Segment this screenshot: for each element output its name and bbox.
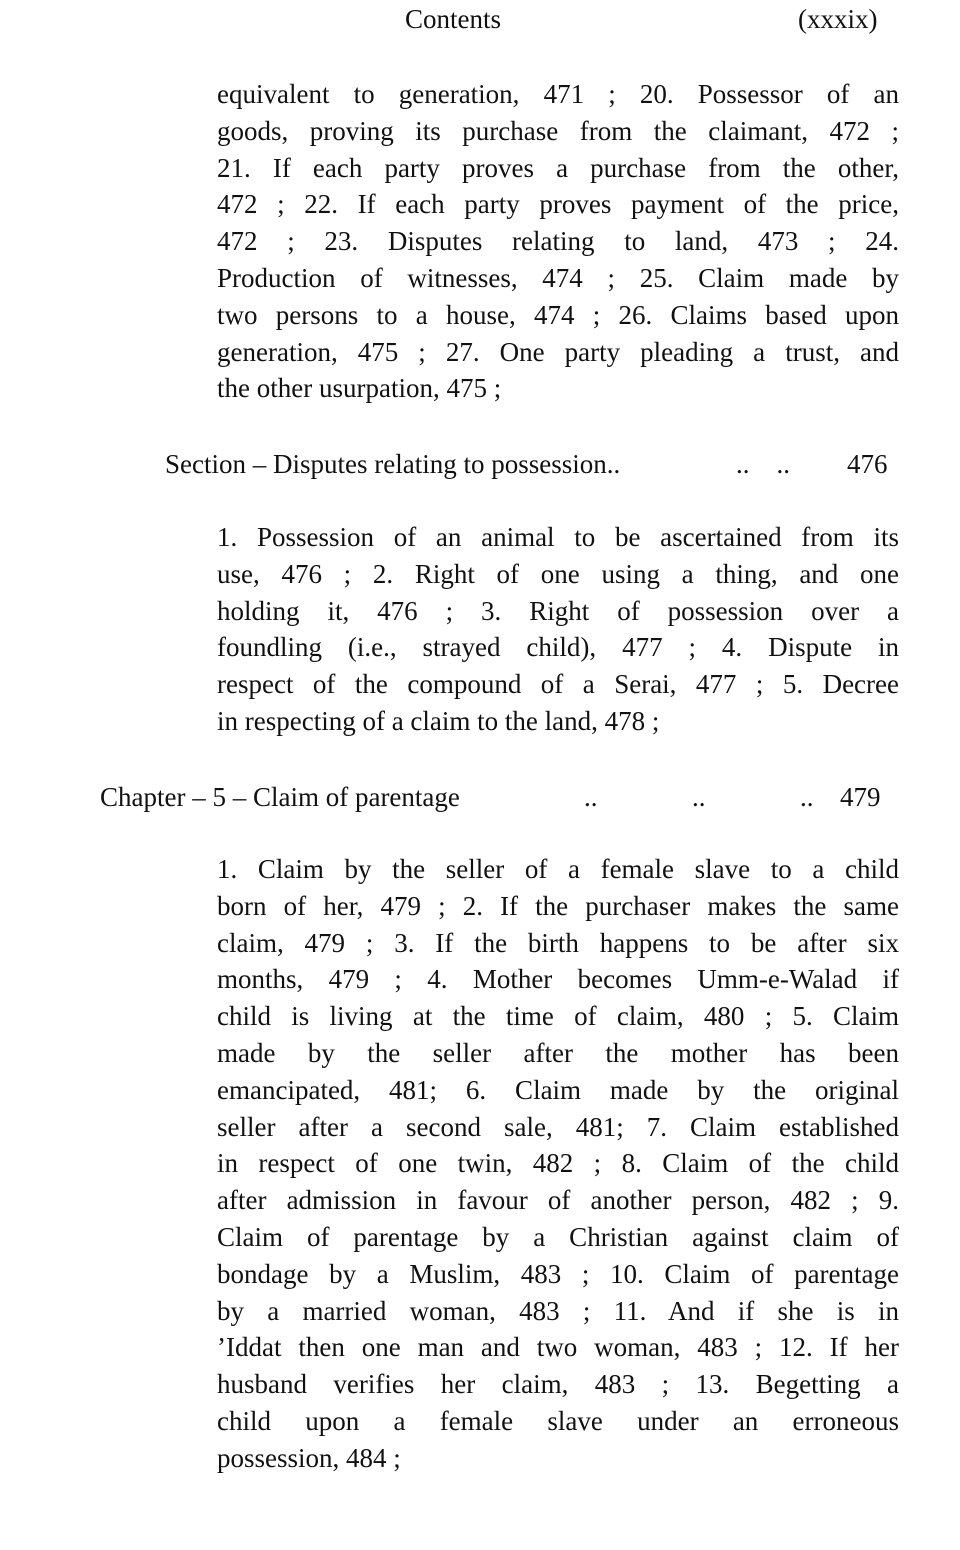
text-line: generation, 475 ; 27. One party pleading a trust, and	[217, 336, 899, 367]
text-line: 472 ; 23. Disputes relating to land, 473 ; 24.	[217, 226, 899, 257]
text-line: seller after a second sale, 481; 7. Claim established	[217, 1111, 899, 1142]
text-line: emancipated, 481; 6. Claim made by the original	[217, 1074, 899, 1105]
chapter-title: Chapter – 5 – Claim of parentage	[100, 782, 460, 812]
text-line: possession, 484 ;	[217, 1442, 401, 1473]
text-line: husband verifies her claim, 483 ; 13. Begetting a	[217, 1369, 899, 1400]
text-line: the other usurpation, 475 ;	[217, 373, 502, 404]
text-line: 1. Claim by the seller of a female slave to a child	[217, 854, 899, 884]
text-line: born of her, 479 ; 2. If the purchaser makes the same	[217, 890, 899, 921]
text-line: use, 476 ; 2. Right of one using a thing, and one	[217, 558, 899, 589]
text-line: equivalent to generation, 471 ; 20. Possessor of an	[217, 79, 899, 109]
text-line: ’Iddat then one man and two woman, 483 ; 12. If her	[217, 1332, 899, 1363]
page-title: Contents	[405, 4, 502, 34]
contents-paragraph-possession	[217, 519, 899, 740]
text-line: child is living at the time of claim, 480 ; 5. Claim	[217, 1001, 899, 1032]
page-number: (xxxix)	[798, 4, 878, 34]
contents-paragraph-continuation	[217, 76, 899, 407]
section-page-number: 476	[847, 449, 888, 479]
text-line: by a married woman, 483 ; 11. And if she is in	[217, 1295, 899, 1326]
text-line: 1. Possession of an animal to be ascertained from its	[217, 522, 899, 552]
text-line: 472 ; 22. If each party proves payment of the price,	[217, 189, 899, 220]
text-line: 21. If each party proves a purchase from the other,	[217, 152, 899, 183]
text-line: claim, 479 ; 3. If the birth happens to be after six	[217, 927, 899, 958]
section-title: Section – Disputes relating to possession..	[165, 449, 621, 479]
text-line: in respect of one twin, 482 ; 8. Claim of the child	[217, 1148, 899, 1179]
chapter-page-number: 479	[840, 782, 881, 812]
contents-paragraph-parentage	[217, 851, 899, 1477]
running-head	[0, 4, 960, 40]
dot-leaders: .. .. ..	[584, 782, 814, 812]
text-line: Claim of parentage by a Christian against claim of	[217, 1221, 899, 1252]
text-line: child upon a female slave under an erroneous	[217, 1405, 899, 1436]
text-line: goods, proving its purchase from the claimant, 472 ;	[217, 115, 899, 146]
text-line: two persons to a house, 474 ; 26. Claims based upon	[217, 299, 899, 330]
chapter-heading-parentage	[0, 779, 960, 815]
text-line: respect of the compound of a Serai, 477 ; 5. Decree	[217, 669, 899, 700]
text-line: after admission in favour of another person, 482 ; 9.	[217, 1185, 899, 1216]
text-line: months, 479 ; 4. Mother becomes Umm-e-Walad if	[217, 964, 899, 995]
text-line: made by the seller after the mother has been	[217, 1037, 899, 1068]
section-heading-possession	[0, 446, 960, 482]
text-line: foundling (i.e., strayed child), 477 ; 4. Dispute in	[217, 632, 899, 663]
dot-leaders: .. ..	[736, 449, 790, 479]
text-line: holding it, 476 ; 3. Right of possession over a	[217, 595, 899, 626]
text-line: Production of witnesses, 474 ; 25. Claim made by	[217, 262, 899, 293]
text-line: bondage by a Muslim, 483 ; 10. Claim of parentage	[217, 1258, 899, 1289]
text-line: in respecting of a claim to the land, 478 ;	[217, 705, 660, 736]
